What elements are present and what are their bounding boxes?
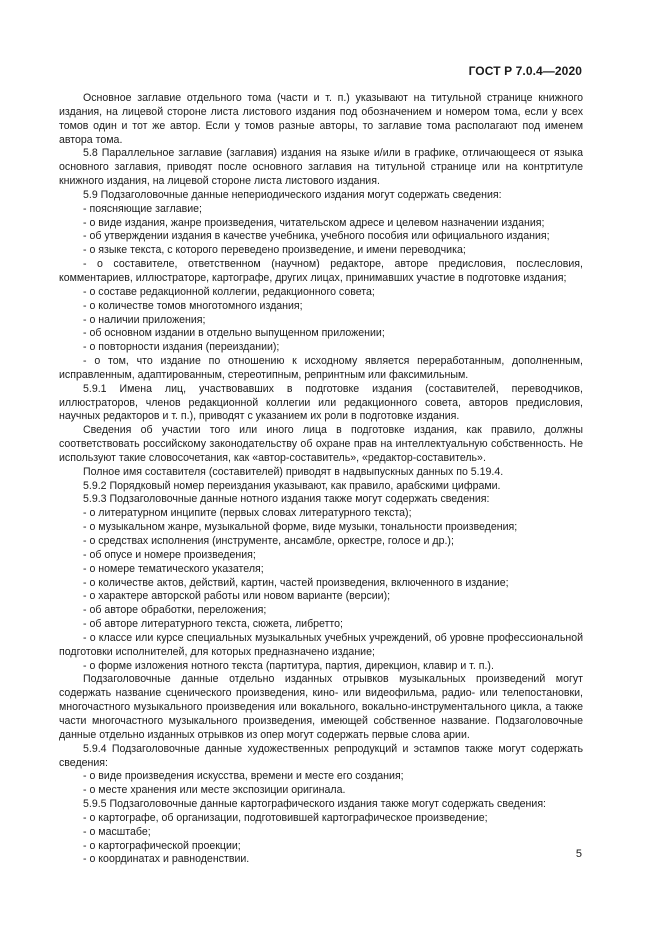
paragraph: 5.9.1 Имена лиц, участвовавших в подготовке издания (составителей, переводчиков, иллюстраторов, членов редакционной коллегии или редакционного совета, авторов предисловия, научных редакторов и т. п.), приводят с указанием их роли в подготовке издания. xyxy=(59,382,583,423)
paragraph: - о масштабе; xyxy=(83,825,151,838)
paragraph: 5.9.4 Подзаголовочные данные художественных репродукций и эстампов также могут содержать сведения: xyxy=(59,742,583,769)
paragraph: - о составе редакционной коллегии, редакционного совета; xyxy=(83,285,375,298)
paragraph: 5.9 Подзаголовочные данные непериодического издания могут содержать сведения: xyxy=(83,188,502,201)
standard-header: ГОСТ Р 7.0.4—2020 xyxy=(468,64,582,78)
paragraph: - о музыкальном жанре, музыкальной форме, виде музыки, тональности произведения; xyxy=(83,521,518,534)
paragraph: - о характере авторской работы или новом варианте (версии); xyxy=(83,590,391,603)
paragraph: - о месте хранения или месте экспозиции оригинала. xyxy=(83,784,346,797)
paragraph: - о средствах исполнения (инструменте, ансамбле, оркестре, голосе и др.); xyxy=(83,535,454,547)
paragraph: - о повторности издания (переиздании); xyxy=(83,341,280,354)
paragraph: - поясняющие заглавие; xyxy=(83,202,202,215)
paragraph: - о картографе, об организации, подготовившей картографическое произведение; xyxy=(83,811,488,824)
paragraph: - о наличии приложения; xyxy=(83,313,206,326)
paragraph: Подзаголовочные данные отдельно изданных отрывков музыкальных произведений могут содержать название сценического произведения, кино- или видеофильма, радио- или телепостановки, многочастного музыкального произведения или вокального, вокально-инструментального цикла, а также части многочастного музыкального произведения, имеющей собственное название. Подзаголовочные данные отдельно изданных отрывков из опер могут содержать первые слова арии. xyxy=(59,673,583,741)
paragraph: - о картографической проекции; xyxy=(83,839,241,852)
paragraph: - о виде произведения искусства, времени и месте его создания; xyxy=(83,770,404,783)
paragraph: 5.8 Параллельное заглавие (заглавия) издания на языке и/или в графике, отличающееся от языка основного заглавия, приводят после основного заглавия на титульной странице или на контртитуле книжного издания, на лицевой стороне листа листового издания. xyxy=(59,147,583,188)
paragraph: - о том, что издание по отношению к исходному является переработанным, дополненным, исправленным, адаптированным, стереотипным, репринтным или факсимильным. xyxy=(59,355,583,381)
paragraph: - о координатах и равноденствии. xyxy=(83,853,250,866)
paragraph: - о языке текста, с которого переведено произведение, и имени переводчика; xyxy=(83,244,466,257)
paragraph: 5.9.5 Подзаголовочные данные картографического издания также могут содержать сведения: xyxy=(83,798,547,811)
paragraph: - об авторе литературного текста, сюжета, либретто; xyxy=(83,618,344,631)
paragraph: - об опусе и номере произведения; xyxy=(83,548,256,561)
paragraph: Основное заглавие отдельного тома (части и т. п.) указывают на титульной странице книжного издания, на лицевой стороне листа листового издания под обозначением и номером тома, если у всех томов один и тот же автор. Если у томов разные авторы, то заглавие тома располагают под именем автора тома. xyxy=(59,92,583,146)
paragraph: - о количестве томов многотомного издания; xyxy=(83,299,303,312)
page-number: 5 xyxy=(575,848,582,860)
paragraph: - о номере тематического указателя; xyxy=(83,562,264,575)
paragraph: - о классе или курсе специальных музыкальных учебных учреждений, об уровне профессиональной подготовки исполнителей, для которых предназначено издание; xyxy=(59,631,583,658)
document-body xyxy=(59,92,583,867)
paragraph: - о количестве актов, действий, картин, частей произведения, включенного в издание; xyxy=(83,576,509,589)
paragraph: 5.9.3 Подзаголовочные данные нотного издания также могут содержать сведения: xyxy=(83,493,490,506)
paragraph: Полное имя составителя (составителей) приводят в надвыпускных данных по 5.19.4. xyxy=(83,465,504,478)
paragraph: - об авторе обработки, переложения; xyxy=(83,604,267,617)
paragraph: Сведения об участии того или иного лица в подготовке издания, как правило, должны соответствовать российскому законодательству об охране прав на интеллектуальную собственность. Не используют такие словосочетания, как «автор-составитель», «редактор-составитель». xyxy=(59,424,583,464)
paragraph: - о составителе, ответственном (научном) редакторе, авторе предисловия, послесловия, комментариев, иллюстраторе, картографе, других лицах, принимавших участие в подготовке издания; xyxy=(59,258,583,284)
paragraph: - о виде издания, жанре произведения, читательском адресе и целевом назначении издания; xyxy=(83,216,545,229)
paragraph: - о литературном инципите (первых словах литературного текста); xyxy=(83,507,412,520)
paragraph: - о форме изложения нотного текста (партитура, партия, дирекцион, клавир и т. п.). xyxy=(83,659,494,672)
paragraph: 5.9.2 Порядковый номер переиздания указывают, как правило, арабскими цифрами. xyxy=(83,479,501,492)
paragraph: - об утверждении издания в качестве учебника, учебного пособия или официального издания; xyxy=(83,230,550,243)
paragraph: - об основном издании в отдельно выпущенном приложении; xyxy=(83,327,385,340)
